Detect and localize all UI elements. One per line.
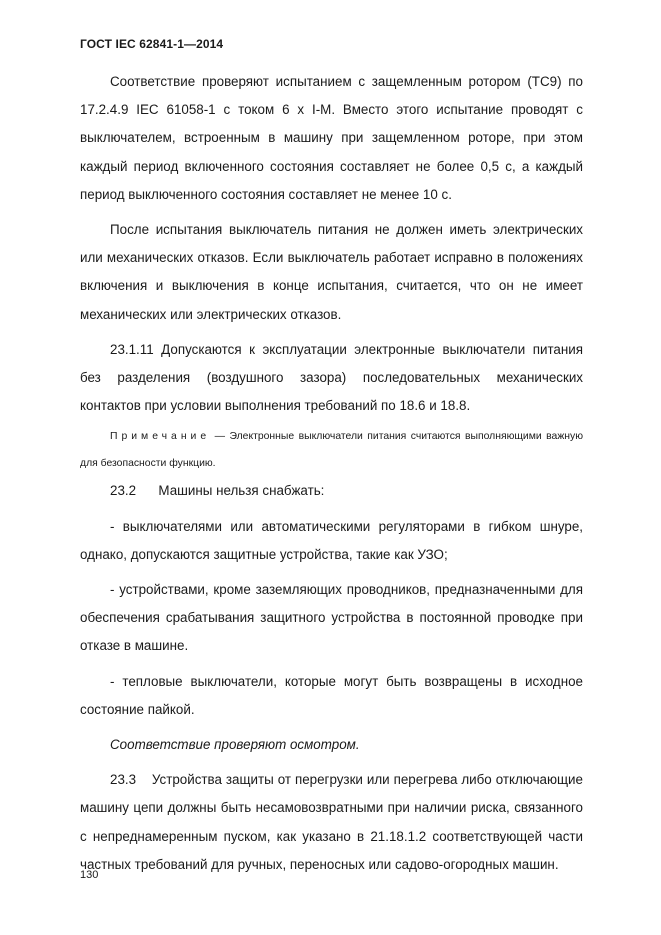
- document-body: [80, 68, 587, 879]
- paragraph-compliance-inspection: Соответствие проверяют осмотром.: [110, 737, 360, 753]
- list-item-thermal: - тепловые выключатели, которые могут быть возвращены в исходное состояние пайкой.: [80, 673, 583, 717]
- paragraph-compliance-test: Соответствие проверяют испытанием с защемленным ротором (ТС9) по 17.2.4.9 IEC 61058-1 с током 6 х I-M. Вместо этого испытание проводят с выключателем, встроенным в машину при защемленном роторе, при этом каждый период включенного состояния составляет не более 0,5 с, а каждый период выключенного состояния составляет не менее 10 с.: [80, 74, 583, 202]
- paragraph-23-3: 23.3 Устройства защиты от перегрузки или перегрева либо отключающие машину цепи должны быть несамовозвратными при наличии риска, связанного с непреднамеренным пуском, как указано в 21.18.1.2 соответствующей части частных требований для ручных, переносных или садово-огородных машин.: [80, 772, 587, 872]
- page-number: 130: [80, 869, 99, 881]
- paragraph-23-1-11: 23.1.11 Допускаются к эксплуатации электронные выключатели питания без разделения (воздушного зазора) последовательных механических контактов при условии выполнения требований по 18.6 и 18.8.: [80, 341, 583, 414]
- list-item-switches: - выключателями или автоматическими регуляторами в гибком шнуре, однако, допускаются защитные устройства, такие как УЗО;: [80, 518, 583, 562]
- list-item-devices: - устройствами, кроме заземляющих проводников, предназначенными для обеспечения срабатывания защитного устройства в постоянной проводке при отказе в машине.: [80, 582, 583, 654]
- paragraph-after-test: После испытания выключатель питания не должен иметь электрических или механических отказов. Если выключатель работает исправно в положениях включения и выключения в конце испытания, считается, что он не имеет механических или электрических отказов.: [80, 222, 583, 322]
- note-label: Примечание: [110, 431, 211, 443]
- note-text: — Электронные выключатели питания считаются выполняющими важную для безопасности функцию.: [80, 431, 583, 470]
- paragraph-23-2: 23.2 Машины нельзя снабжать:: [110, 483, 325, 499]
- document-header: ГОСТ IEC 62841-1—2014: [80, 37, 224, 51]
- note: [80, 423, 583, 477]
